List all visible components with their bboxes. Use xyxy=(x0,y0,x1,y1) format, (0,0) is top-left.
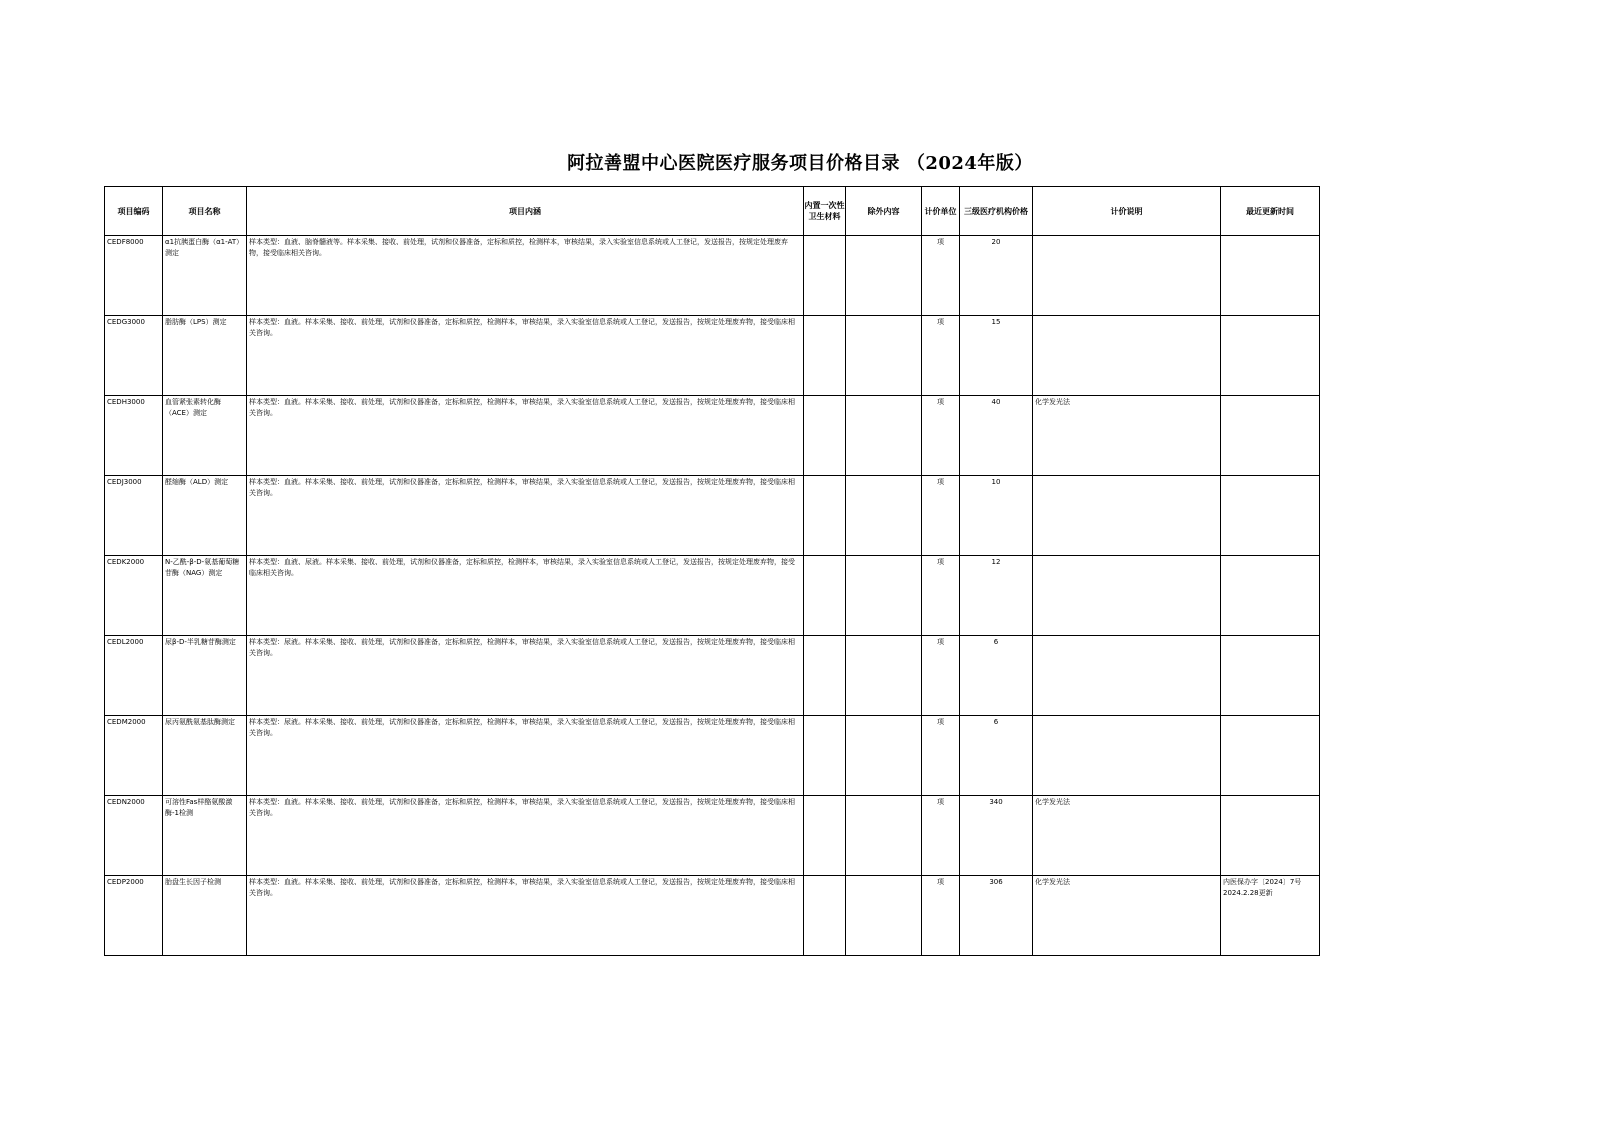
table-row xyxy=(105,876,1320,956)
cell-unit: 项 xyxy=(922,876,960,956)
cell-price: 12 xyxy=(960,556,1033,636)
table-row xyxy=(105,476,1320,556)
cell-material xyxy=(804,876,846,956)
cell-code: CEDG3000 xyxy=(105,316,163,396)
cell-excluded xyxy=(846,476,922,556)
cell-note: 化学发光法 xyxy=(1033,876,1221,956)
cell-content: 样本类型：血液。样本采集、接收、前处理，试剂和仪器准备，定标和质控，检测样本，审核结果，录入实验室信息系统或人工登记，发送报告，按规定处理废弃物，接受临床相关咨询。 xyxy=(247,876,804,956)
price-table xyxy=(104,186,1320,956)
cell-name: α1抗胰蛋白酶（α1-AT）测定 xyxy=(163,236,247,316)
cell-updated xyxy=(1221,236,1320,316)
cell-unit: 项 xyxy=(922,636,960,716)
cell-unit: 项 xyxy=(922,796,960,876)
cell-name: 胎盘生长因子检测 xyxy=(163,876,247,956)
cell-excluded xyxy=(846,556,922,636)
cell-updated xyxy=(1221,716,1320,796)
col-header-price: 三级医疗机构价格 xyxy=(960,187,1033,236)
cell-content: 样本类型：尿液。样本采集、接收、前处理，试剂和仪器准备，定标和质控，检测样本，审核结果，录入实验室信息系统或人工登记，发送报告，按规定处理废弃物，接受临床相关咨询。 xyxy=(247,636,804,716)
cell-excluded xyxy=(846,316,922,396)
cell-name: 血管紧张素转化酶（ACE）测定 xyxy=(163,396,247,476)
cell-unit: 项 xyxy=(922,476,960,556)
cell-content: 样本类型：血液、脑脊髓液等。样本采集、接收、前处理，试剂和仪器准备，定标和质控，检测样本，审核结果，录入实验室信息系统或人工登记，发送报告，按规定处理废弃物，接受临床相关咨询。 xyxy=(247,236,804,316)
cell-name: 尿丙氨酰氨基肽酶测定 xyxy=(163,716,247,796)
cell-unit: 项 xyxy=(922,236,960,316)
cell-content: 样本类型：血液。样本采集、接收、前处理，试剂和仪器准备，定标和质控，检测样本，审核结果，录入实验室信息系统或人工登记，发送报告，按规定处理废弃物，接受临床相关咨询。 xyxy=(247,316,804,396)
cell-content: 样本类型：尿液。样本采集、接收、前处理，试剂和仪器准备，定标和质控，检测样本，审核结果，录入实验室信息系统或人工登记，发送报告，按规定处理废弃物，接受临床相关咨询。 xyxy=(247,716,804,796)
cell-updated xyxy=(1221,796,1320,876)
cell-excluded xyxy=(846,396,922,476)
cell-price: 15 xyxy=(960,316,1033,396)
cell-code: CEDK2000 xyxy=(105,556,163,636)
cell-name: 醛缩酶（ALD）测定 xyxy=(163,476,247,556)
cell-material xyxy=(804,236,846,316)
cell-excluded xyxy=(846,876,922,956)
col-header-name: 项目名称 xyxy=(163,187,247,236)
cell-unit: 项 xyxy=(922,716,960,796)
table-row xyxy=(105,396,1320,476)
cell-code: CEDN2000 xyxy=(105,796,163,876)
cell-name: 尿β-D-半乳糖苷酶测定 xyxy=(163,636,247,716)
cell-content: 样本类型：血液。样本采集、接收、前处理，试剂和仪器准备，定标和质控，检测样本，审核结果，录入实验室信息系统或人工登记，发送报告，按规定处理废弃物，接受临床相关咨询。 xyxy=(247,796,804,876)
cell-note xyxy=(1033,556,1221,636)
cell-material xyxy=(804,636,846,716)
cell-price: 6 xyxy=(960,636,1033,716)
cell-note xyxy=(1033,316,1221,396)
cell-updated xyxy=(1221,396,1320,476)
col-header-excluded: 除外内容 xyxy=(846,187,922,236)
cell-code: CEDF8000 xyxy=(105,236,163,316)
cell-content: 样本类型：血液。样本采集、接收、前处理，试剂和仪器准备，定标和质控，检测样本，审核结果，录入实验室信息系统或人工登记，发送报告，按规定处理废弃物，接受临床相关咨询。 xyxy=(247,396,804,476)
cell-price: 20 xyxy=(960,236,1033,316)
cell-code: CEDJ3000 xyxy=(105,476,163,556)
cell-name: 可溶性Fas样酪氨酸激酶-1检测 xyxy=(163,796,247,876)
table-row xyxy=(105,716,1320,796)
col-header-content: 项目内涵 xyxy=(247,187,804,236)
table-row xyxy=(105,316,1320,396)
cell-updated xyxy=(1221,476,1320,556)
cell-updated: 内医保办字〔2024〕7号 2024.2.28更新 xyxy=(1221,876,1320,956)
table-row xyxy=(105,556,1320,636)
col-header-unit: 计价单位 xyxy=(922,187,960,236)
cell-material xyxy=(804,556,846,636)
cell-note: 化学发光法 xyxy=(1033,396,1221,476)
cell-updated xyxy=(1221,556,1320,636)
page-title: 阿拉善盟中心医院医疗服务项目价格目录 （2024年版） xyxy=(567,153,1033,174)
cell-price: 6 xyxy=(960,716,1033,796)
cell-price: 306 xyxy=(960,876,1033,956)
cell-note: 化学发光法 xyxy=(1033,796,1221,876)
table-row xyxy=(105,796,1320,876)
cell-content: 样本类型：血液。样本采集、接收、前处理，试剂和仪器准备，定标和质控，检测样本，审核结果，录入实验室信息系统或人工登记，发送报告，按规定处理废弃物，接受临床相关咨询。 xyxy=(247,476,804,556)
cell-unit: 项 xyxy=(922,396,960,476)
cell-unit: 项 xyxy=(922,556,960,636)
cell-code: CEDM2000 xyxy=(105,716,163,796)
cell-code: CEDP2000 xyxy=(105,876,163,956)
cell-excluded xyxy=(846,796,922,876)
cell-name: 脂肪酶（LPS）测定 xyxy=(163,316,247,396)
col-header-material: 内置一次性卫生材料 xyxy=(804,187,846,236)
cell-name: N-乙酰-β-D-氨基葡萄糖苷酶（NAG）测定 xyxy=(163,556,247,636)
cell-price: 340 xyxy=(960,796,1033,876)
table-row xyxy=(105,236,1320,316)
cell-material xyxy=(804,316,846,396)
cell-material xyxy=(804,396,846,476)
col-header-updated: 最近更新时间 xyxy=(1221,187,1320,236)
cell-excluded xyxy=(846,716,922,796)
table-header-row xyxy=(105,187,1320,236)
cell-note xyxy=(1033,716,1221,796)
cell-excluded xyxy=(846,636,922,716)
col-header-code: 项目编码 xyxy=(105,187,163,236)
cell-note xyxy=(1033,476,1221,556)
cell-material xyxy=(804,476,846,556)
cell-updated xyxy=(1221,316,1320,396)
cell-excluded xyxy=(846,236,922,316)
table-row xyxy=(105,636,1320,716)
cell-content: 样本类型：血液、尿液。样本采集、接收、前处理，试剂和仪器准备，定标和质控，检测样本，审核结果，录入实验室信息系统或人工登记，发送报告，按规定处理废弃物，接受临床相关咨询。 xyxy=(247,556,804,636)
cell-material xyxy=(804,796,846,876)
cell-unit: 项 xyxy=(922,316,960,396)
cell-note xyxy=(1033,236,1221,316)
cell-material xyxy=(804,716,846,796)
cell-code: CEDL2000 xyxy=(105,636,163,716)
cell-price: 40 xyxy=(960,396,1033,476)
cell-code: CEDH3000 xyxy=(105,396,163,476)
cell-note xyxy=(1033,636,1221,716)
cell-price: 10 xyxy=(960,476,1033,556)
col-header-note: 计价说明 xyxy=(1033,187,1221,236)
cell-updated xyxy=(1221,636,1320,716)
